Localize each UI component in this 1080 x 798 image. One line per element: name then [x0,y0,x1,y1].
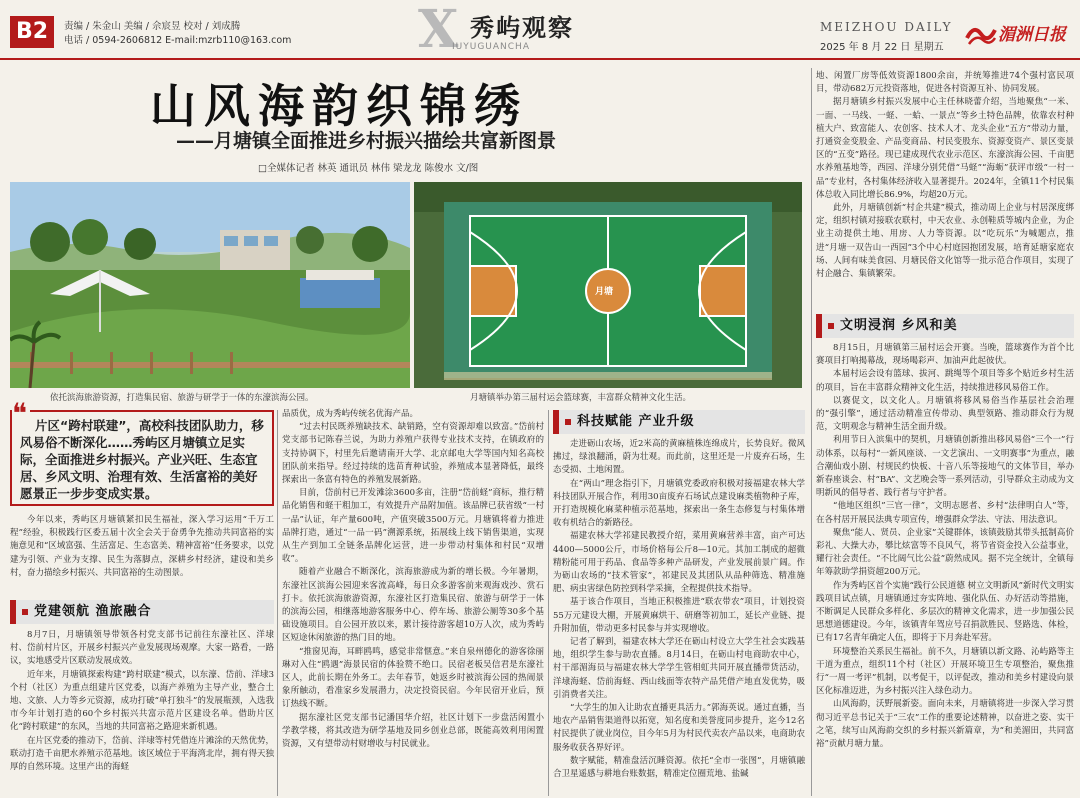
paragraph: 今年以来，秀屿区月塘镇紧扣民生福祉，深入学习运用“千万工程”经验，积极践行区委五届十次全会关于奋勇争先推动共同富裕的实施意见和“区域富强、生活富足、生态富美、精神富裕”任务要求，以党建为引领、产业为支撑、民生为落脚点，深耕乡村经济，建设和美乡村，奋力描绘乡村振兴、共同富裕的生动图景。 [10,515,274,578]
paragraph: 目前，岱前村已开发滩涂3600多亩，注册“岱前蛏”商标，推行精品化销售和蛏干粗加工，有效提升产品附加值。该品牌已获省级“一村一品”认证，年产量600吨，产值突破3500万元。月塘镇将着力推进品牌打造，通过“一品一码”溯源系统，拓展线上线下销售渠道，实现从生产到加工全链条品牌化运营，进一步带动村集体和村民“双增收”。 [282,488,544,565]
column-4-body [816,342,1074,796]
column-divider [811,68,812,796]
paragraph: 8月15日，月塘镇第三届村运会开赛。当晚，篮球赛作为首个比赛项目打响揭幕战，现场喝彩声、加油声此起彼伏。 [816,343,1074,367]
logo-text: 湄洲日报 [998,25,1066,45]
editor-credits [64,20,291,48]
paragraph: 数字赋能，精准盘活沉睡资源。依托“全市一张图”，月塘镇融合卫星遥感与耕地台账数据，精准定位圈荒地、盐碱 [553,755,805,780]
paragraph: “推窗见海，耳畔鸥鸣，感觉非常惬意。”来自泉州德化的游客徐丽琳对入住“鸥遇”海景民宿的体验赞不绝口。民宿老板吴信君是东濠社区人，此前长期在外务工。去年春节，她返乡时被滨海公园的热闹景象所触动，看准家乡发展潜力，决定投资民宿。今年民宿开业后，预订热线不断。 [282,646,544,710]
paragraph: 聚焦“能人、贤员、企业家”关键群体，该镇鼓励其带头抵制高价彩礼、大操大办，攀比炫富等不良风气，将节省资金投入公益事业，耀行社会责任。“不比阔气比公益”蔚然成风。据不完全统计，全镇每年筹款助学捐资超200万元。 [816,527,1074,578]
paragraph: “他地区组织”三官一律”，文明志愿者、乡村“法律明白人”等，在各村居开展民法典专项宣传，增强群众学法、守法、用法意识。 [816,501,1074,525]
photo1-caption: 依托滨海旅游资源，打造集民宿、旅游与研学于一体的东濠滨海公园。 [50,393,314,403]
paragraph: 以赛促文，以文化人。月塘镇将移风易俗当作基层社会治理的“强引擎”，通过活动精准宣传带动、典型领路、推动群众行为规范，文明观念与精神生活全面升级。 [816,395,1074,433]
credits-line-2: 电话 / 0594-2606812 E-mail:mzrb110@163.com [64,35,292,46]
paragraph: 走进砺山农场，近2米高的黄麻植株连绵成片，长势良好。微风拂过，绿浪翻涌，蔚为壮观。而此前，这里还是一片废弃石场，生态受损、土地闲置。 [553,439,805,476]
paragraph: 地、闲置厂房等低效资源1800余亩，并统筹推进74个强村富民项目，带动682万元投资落地，促进各村资源互补、协同发展。 [816,71,1074,95]
paragraph: 近年来，月塘镇探索构建“跨村联建”模式，以东濠、岱前、洋埭3个村（社区）为重点组建片区党委，以海产养殖为主导产业，整合土地、文旅、人力等乡元资源，成功打破“单打独斗”的发展瓶颈，入选我市今年计划打造的60个乡村振兴共富示范片区建设名单。借助片区化“跨村联建”的东风，当地的共同富裕之路迎来新机遇。 [10,669,274,733]
page-number-badge: B2 [10,16,54,48]
paragraph: 作为秀屿区首个实施“践行公民道德 树立文明新风”新时代文明实践项目试点镇，月塘镇通过夯实阵地、强化队伍、办好活动等措施，不断调足人民群众多样化、多层次的精神文化需求，进一步加强公民思想道德建设。今年，该镇青年驾应号召捐款胜民、竖路选、体检，已有17名青年确定人伍，即将于下月奔赴军营。 [816,580,1074,644]
coastal-park-illustration [10,182,410,388]
column-3-body [553,438,805,796]
paragraph: 本届村运会设有篮球、拔河、跳绳等个项目等多个贴近乡村生活的项目，旨在丰富群众精神文化生活，持续推进移风易俗工作。 [816,369,1074,393]
paragraph: 随着产业融合不断深化，滨海旅游成为新的增长极。今年暑期，东濠社区滨海公园迎来客流高峰，每日众多游客前来观海戏沙、赏石打卡。依托滨海旅游资源，东濠社区打造集民宿、旅游与研学于一体的滨海公园，相继落地游客服务中心、停车场、旅游公厕等30多个基础设施项目。自公园开放以来，累计接待游客超10万人次，成为秀屿区短途休闲旅游的热门目的地。 [282,567,544,644]
column-1-body [10,629,274,796]
photo2-caption: 月塘镇举办第三届村运会篮球赛，丰富群众精神文化生活。 [470,393,692,403]
paragraph: 据东濠社区党支部书记潘国华介绍，社区计划下一步盘活闲置小学教学楼，将其改造为研学基地及同乡创业总部，既能高效利用闲置资源，又有望带动村财增收与村民就业。 [282,712,544,750]
column-1-intro [10,514,274,596]
paragraph: 此外，月塘镇创新“村企共建”模式，推动周上企业与村居深度绑定，组织村镇对接联农联村，中天农业、永创鞋质等城内企业，为企业主动提供土地、用房、人力等资源。以“吃玩乐”为喊题点，推进“月塘一双告山一西园”3个中心村庭园抱团发展，培育延塘家庭农场、人间有味美食园、月塘民俗文化馆等一批示范合作项目，实现了村企融合、集镇繁荣。 [816,203,1074,280]
lead-summary-text: 片区“跨村联建”，高校科技团队助力，移风易俗不断深化……秀屿区月塘镇立足实际，全面推进乡村振兴。产业兴旺、生态宜居、乡风文明、治理有效、生活富裕的美好愿景正一步步变成实景。 [20,418,264,501]
subsection-heading-1: 党建领航 渔旅融合 [10,600,274,624]
masthead [0,0,1080,60]
paragraph: 据月塘镇乡村振兴发展中心主任林晓蕾介绍，当地聚焦“一米、一面、一马线、一蛏、一蛤、一景点”等乡土特色品牌，依靠农村种植大户、致富能人、农创客、技术人才、龙头企业“五方”带动力量，打通资金变股金、产品变商品、村民变股东、资源变资产、景区变景区的“五变”路径。现已建成现代农业示范区、东濠滨海公园、千亩肥水养殖基地等，西园、洋埭分别凭借“马蛏”“海蛎”获评市级“一村一品”专业村，各村集体经济收入显著提升。2024年，全镇11个村民集体总收入同比增长86.9%，均超20万元。 [816,97,1074,200]
column-2-body [282,408,544,796]
section-letter: X [418,0,459,60]
issue-date: 2025 年 8 月 22 日 星期五 [820,42,944,53]
article-headline: 山风海韵织锦绣 [150,79,528,133]
photo-basketball-court [414,182,802,388]
section-pinyin: IUYUGUANCHA [452,42,530,52]
lead-summary-box [10,410,274,506]
wave-logo-icon [964,16,998,50]
paragraph: “大学生的加入让助农直播更具活力。”郭海英说。通过直播，当地农产品销售渠道得以拓宽，知名度和美誉度同步提升，迄今12名村民提供了就业岗位，目今年5月为村民代卖农产品以来，电商助农服务收获各界好评。 [553,703,805,753]
paragraph: 山风海韵，沃野展新姿。面向未来，月塘镇将进一步深入学习贯彻习近平总书记关于“三农”工作的重要论述精神，以奋进之姿、实干之笔，续写山风海韵交织的乡村振兴新篇章，为“和美湄田，共同富裕”贡献月塘力量。 [816,699,1074,750]
court-center-label: 月塘 [595,287,614,297]
paragraph: “过去村民既养殖缺技术、缺销路，空有资源却难以致富。”岱前村党支部书记陈春兰说，为助力养殖户获得专业技术支持，在镇政府的支持协调下，村里先后邀请南开大学、北京邮电大学等国内知名高校团队前来指导。经过持续的选苗育种试验，养殖成本显著降低，最终探索出一条富有特色的养殖发展新路。 [282,422,544,486]
column-divider [548,410,549,796]
section-title: 秀屿观察 [470,14,574,42]
column-divider [277,410,278,796]
column-4-top [816,70,1074,310]
paragraph: 品质优，成为秀屿传统名优海产品。 [282,409,419,419]
subsection-heading-2: 科技赋能 产业升级 [553,410,805,434]
paragraph: 利用节日入滨集中的契机，月塘镇创新推出移风易俗“三个一”行动体系，以每村“一新风座谈、一文艺演出、一文明赛事”为重点，融合潮仙戏小剧、村规民约快板、十音八乐等接地气的文体节目，举办新春座谈会、村“BA”、文艺晚会等一系列活动，引导群众主动成为文明新风的倡导者、践行者与守护者。 [816,435,1074,499]
quote-mark-icon: ❝ [12,400,30,420]
paragraph: 环境整治关系民生福祉。前不久，月塘镇以新文路、沁屿路等主干道为重点，组织11个村（社区）开展环境卫生专项整治，聚焦推行“一周一考评”机制，以考促干，以评促改，推动和美乡村建设向景区化标准迈进，为乡村振兴注入绿色动力。 [816,646,1074,697]
paragraph: 福建农林大学祁建民教授介绍，菜用黄麻营养丰富，亩产可达4400—5000公斤，市场价格每公斤8—10元。其加工制成的超微精粉能可用于药品、食品等多种产品研发，产业发展前景广阔。作为砺山农场的“技术管家”，祁建民及其团队从品种筛选、精准施肥、病虫害绿色防控到科学采摘，全程提供技术指导。 [553,531,805,595]
paragraph: 基于该合作项目，当地正积极推进“联农带农”项目，计划投资55万元建设大棚，开展黄麻烘干、研磨等初加工，延长产业链、提升附加值，带动更多村民参与并实现增收。 [553,597,805,634]
subsection-heading-3: 文明浸润 乡风和美 [816,314,1074,338]
paragraph: 8月7日，月塘镇领导带领各村党支部书记前往东濠社区、洋埭村、岱前村片区，开展乡村振兴产业发展现场观摩。大家一路看，一路议，实地感受片区联动发展成效。 [10,630,274,667]
paragraph: 记者了解到，福建农林大学还在砺山村设立大学生社会实践基地，组织学生参与助农直播。8月14日，在砺山村电商助农中心，村干部湄海员与福建农林大学学生管相虹共同开展直播带货活动，洋埭海蛏、岱前海蛏、西山线面等农特产品凭借产地直发优势，吸引消费者关注。 [553,637,805,700]
paragraph: 在片区党委的推动下，岱前、洋埭等村凭借连片滩涂的天然优势，联动打造千亩肥水养殖示范基地。该区域位于平海湾北岸，拥有得天独厚的自然环境。这里产出的海蛏 [10,735,274,773]
paper-logo [964,16,1072,50]
paper-english-name: MEIZHOU DAILY [820,20,953,34]
credits-line-1: 责编 / 朱金山 美编 / 佘宸昱 校对 / 刘成腾 [64,21,241,32]
article-byline: □全媒体记者 林英 通讯员 林伟 梁龙龙 陈俊水 文/图 [258,163,479,174]
photo-coastal-park [10,182,410,388]
article-subhead: ——月塘镇全面推进乡村振兴描绘共富新图景 [176,130,557,152]
paragraph: 在“两山”理念指引下，月塘镇党委政府积极对接福建农林大学科技团队开展合作，利用30亩废弃石场试点建设麻类植物种子库，开打造规模化麻菜种植示范基地，探索出一条生态修复与村集体增收有机结合的新路径。 [553,478,805,529]
